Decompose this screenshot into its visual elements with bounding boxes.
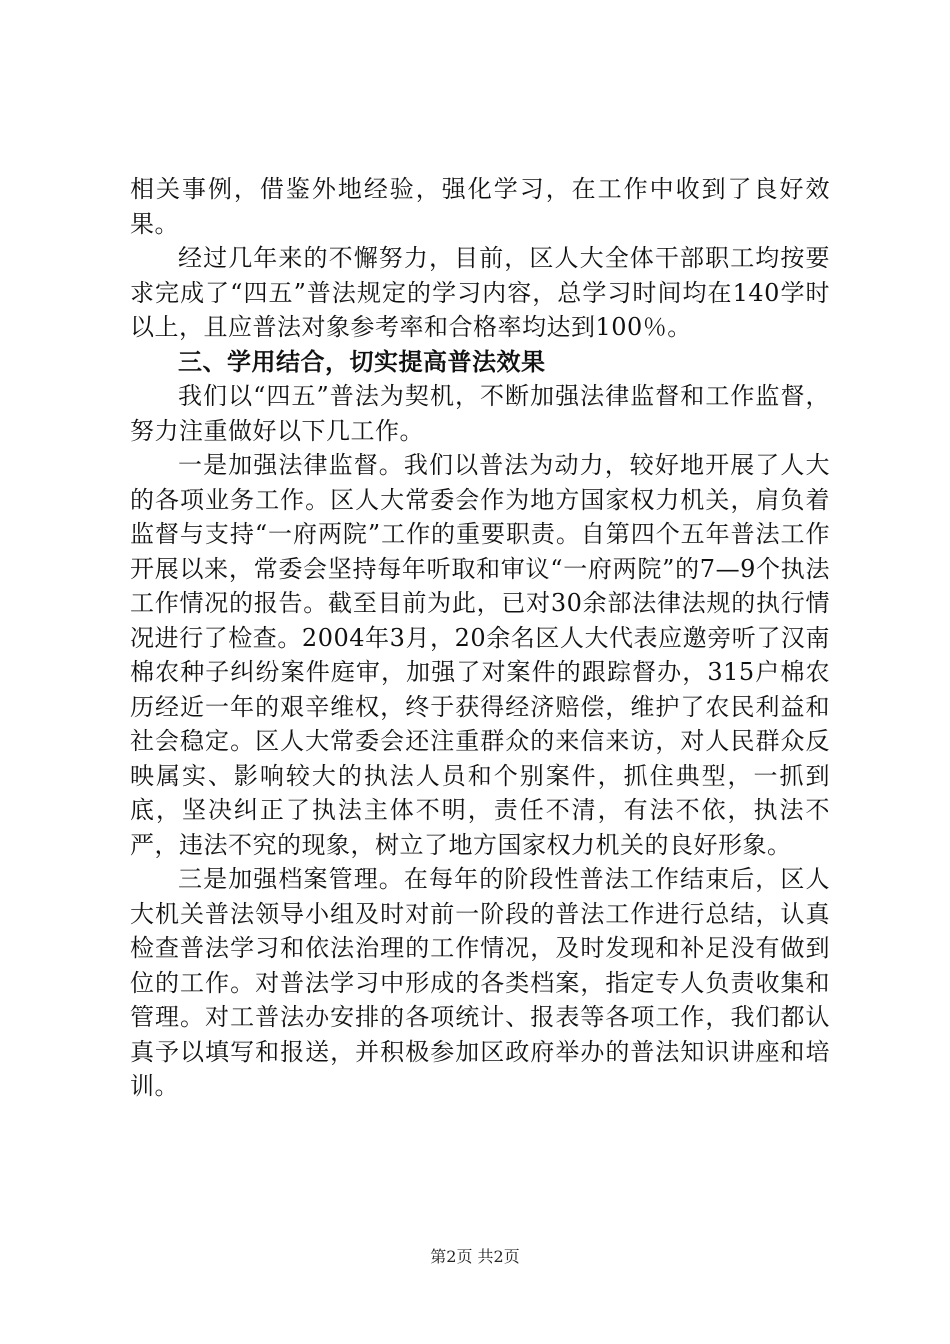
paragraph-study-results: 经过几年来的不懈努力，目前，区人大全体干部职工均按要求完成了“四五”普法规定的学习内容，总学习时间均在140学时以上，且应普法对象参考率和合格率均达到100％。 <box>130 244 830 341</box>
document-body <box>130 172 830 1104</box>
paragraph-legal-supervision: 一是加强法律监督。我们以普法为动力，较好地开展了人大的各项业务工作。区人大常委会作为地方国家权力机关，肩负着监督与支持“一府两院”工作的重要职责。自第四个五年普法工作开展以来，常委会坚持每年听取和审议“一府两院”的7—9个执法工作情况的报告。截至目前为此，已对30余部法律法规的执行情况进行了检查。2004年3月，20余名区人大代表应邀旁听了汉南棉农种子纠纷案件庭审，加强了对案件的跟踪督办，315户棉农历经近一年的艰辛维权，终于获得经济赔偿，维护了农民利益和社会稳定。区人大常委会还注重群众的来信来访，对人民群众反映属实、影响较大的执法人员和个别案件，抓住典型，一抓到底，坚决纠正了执法主体不明，责任不清，有法不依，执法不严，违法不究的现象，树立了地方国家权力机关的良好形象。 <box>130 451 830 859</box>
section-heading: 三、学用结合，切实提高普法效果 <box>178 347 546 376</box>
paragraph-continued: 相关事例，借鉴外地经验，强化学习，在工作中收到了良好效果。 <box>130 175 830 238</box>
paragraph-archive-management: 三是加强档案管理。在每年的阶段性普法工作结束后，区人大机关普法领导小组及时对前一阶段的普法工作进行总结，认真检查普法学习和依法治理的工作情况，及时发现和补足没有做到位的工作。对普法学习中形成的各类档案，指定专人负责收集和管理。对工普法办安排的各项统计、报表等各项工作，我们都认真予以填写和报送，并积极参加区政府举办的普法知识讲座和培训。 <box>130 865 830 1100</box>
page-indicator: 第2页 共2页 <box>430 1247 520 1266</box>
page-footer <box>0 1247 950 1267</box>
paragraph-intro: 我们以“四五”普法为契机，不断加强法律监督和工作监督，努力注重做好以下几工作。 <box>130 382 830 445</box>
